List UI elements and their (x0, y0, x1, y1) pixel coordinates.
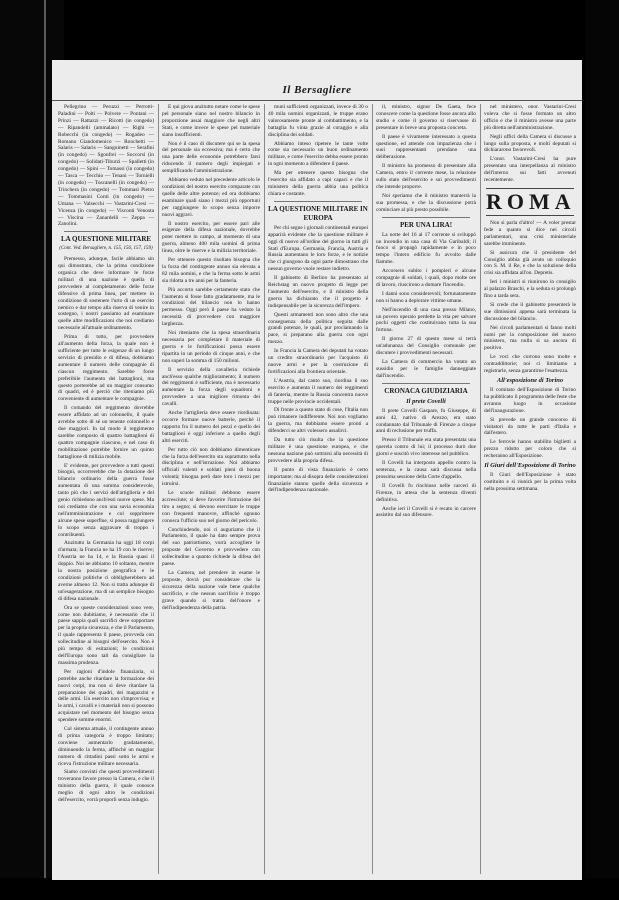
paragraph: Il Giuri dell'Esposizione è stato costituito e si riunirà per la prima volta nella prossima settimana. (484, 472, 576, 492)
paragraph: il, ministro, signor De Gaeta, fece conoscere come la questione fosse ancora allo studio e come il governo si riservasse di presentare in breve una proposta concreta. (376, 104, 476, 131)
paragraph: Col sistema attuale, il contingente annuo di prima categoria è troppo limitato; conviene aumentarlo gradatamente, diminuendo la ferma, affinchè un maggior numero di cittadini passi sotto le armi e riceva l'istruzione militare necessaria. (58, 726, 154, 767)
divider (64, 231, 148, 232)
paragraph: Ieri i ministri si riunirono in consiglio al palazzo Braschi, e la seduta si prolungò fino a tarda sera. (484, 279, 576, 300)
paragraph: Il servizio della cavalleria richiede anch'esso qualche miglioramento; il numero dei reggimenti è sufficiente, ma è necessario aumentare la forza degli squadroni e provvedere a una migliore rimonta dei cavalli. (162, 366, 260, 408)
paragraph: Di fronte a questo stato di cose, l'Italia non può rimanere indifferente. Noi non vogliamo la guerra, ma dobbiamo essere pronti a difenderci se altri volessero assalirci. (268, 407, 368, 435)
paragraph: Accorsero subito i pompieri e alcune compagnie di soldati, i quali, dopo molte ore di lavoro, riuscirono a domare l'incendio. (376, 268, 476, 288)
paragraph: Noi riteniamo che la spesa straordinaria necessaria per completare il materiale di guerra e le fortificazioni possa essere ripartita in un periodo di cinque anni, e che non superi la somma di 150 milioni. (162, 330, 260, 364)
column-3 (268, 104, 368, 874)
column-rule (264, 104, 265, 874)
divider (274, 201, 362, 202)
paragraph: Per ottenere questo risultato bisogna che la forza del contingente annuo sia elevata a 82 mila uomini, e che la ferma sotto le armi sia ridotta a tre anni per la fanteria. (162, 257, 260, 284)
paragraph: Il gabinetto di Berlino ha presentato al Reichstag un nuovo progetto di legge per l'aumento dell'esercito, e il ministro della guerra ha dichiarato che il progetto è indispensabile per la sicurezza dell'impero. (268, 275, 368, 309)
paragraph: Non è il caso di discutere qui se la spesa del personale sia eccessiva; ma è certo che una parte delle economie potrebbero farsi riducendo il numero degli impiegati e semplificando l'amministrazione. (162, 140, 260, 175)
paragraph: Abbiamo veduto nel precedente articolo le condizioni del nostro esercito comparate con quelle delle altre potenze; ed ora dobbiamo esaminare quali siano i mezzi più opportuni per raggiungere lo scopo senza imporre nuovi aggravi. (162, 177, 260, 218)
paragraph: Il paese è vivamente interessato a questa questione, ed attende con impazienza che i suoi rappresentanti prendano una deliberazione. (376, 133, 476, 161)
paragraph: Anche ieri il Covelli si è recato in carcere assistito dal suo difensore. (376, 505, 476, 519)
column-4 (376, 104, 476, 874)
paragraph: Siamo convinti che questi provvedimenti troveranno favore presso la Camera, e che il ministro della guerra, il quale conosce meglio di ogni altro le condizioni dell'esercito, vorrà proporli senza indugio. (58, 769, 154, 804)
paragraph: Il Covelli fu rinchiuso nelle carceri di Firenze, in attesa che la sentenza diventi definitiva. (376, 482, 476, 503)
paragraph: Il punto di vista finanziario è certo importante; ma al disopra delle considerazioni finanziarie stanno quelle della sicurezza e dell'indipendenza nazionale. (268, 466, 368, 494)
header-rule (52, 100, 582, 101)
section-title: ROMA (486, 188, 576, 214)
paragraph: Per tutto ciò non dobbiamo dimenticare che la forza dell'esercito sta soprattutto nella disciplina e nell'istruzione. Noi abbiamo ufficiali valenti e soldati pieni di buona volontà; bisogna però dare loro i mezzi per istruirsi. (162, 446, 260, 488)
paragraph: Il comitato dell'Esposizione di Torino ha pubblicato il programma delle feste che avranno luogo in occasione dell'inaugurazione. (484, 387, 576, 414)
paragraph: I danni sono considerevoli; fortunatamente non si hanno a deplorare vittime umane. (376, 290, 476, 304)
column-rule (372, 104, 373, 874)
paragraph: nel ministero, onor. Vastarini-Cresi voleva che si fosse formato un altro ufficio e che il ministro avesse una parte più diretta nell'amministrazione. (484, 104, 576, 131)
deputies-list: Pellegrino — Peruzzi — Perrotti-Paladini — Polti — Polvere — Pontani — Prinzi — Rattazzi — Ricotti (in congedo) — Ripandelli (ammalato) — Righi — Robecchi (in congedo) — Rogadeo — Romano Giandomenico — Ronchetti — Salaris — Salaris — Sanguinetti — Serafini (in congedo) — Sgonfrei — Soccorsi (in congedo) — Solidati-Tiburzi — Spalletti (in congedo) — Spini — Tomassi (in congedo) — Tasca — Tecchio — Tenani — Tornielli (in congedo) — Toscanelli (in congedo) — Trinchera (in congedo) — Tommasi Pietro — Tommasini Conti (in congedo) — Umana — Valsecchi — Vastarini-Cresi — Vicenza (in congedo) — Visconti Venosta — Viscina — Zanardelli — Zeppa — Zanolini. (58, 104, 154, 228)
column-rule (158, 104, 159, 874)
paragraph: Il giorno 27 di questo mese si terrà un'adunanza del Consiglio comunale per discutere i provvedimenti necessari. (376, 336, 476, 357)
paragraph: Anzitutto la Germania ha oggi 18 corpi d'armata; la Francia ne ha 19 con le riserve; l'Austria ne ha 14, e la Russia quasi il doppio. Noi ne abbiamo 10 soltanto, mentre la nostra posizione geografica e le condizioni politiche ci obbligherebbero ad averne almeno 12. Non si tratta adunque di un'esagerazione, ma di un semplice bisogno di difesa nazionale. (58, 540, 154, 602)
paragraph: Negli uffici della Camera si discusse a lungo sulla proposta, e molti deputati si dichiararono favorevoli. (484, 133, 576, 154)
paragraph: La Camera di commercio ha votato un sussidio per le famiglie danneggiate dall'incendio. (376, 359, 476, 379)
paragraph: Il nostro esercito, per essere pari alle esigenze della difesa nazionale, dovrebbe poter mettere in campo, al momento di una guerra, almeno 400 mila uomini di prima linea, oltre le riserve e la milizia territoriale. (162, 220, 260, 255)
article-subtitle: (Cont. Ved. Bersagliere, n. 155, 156, 157, 159) (59, 246, 153, 252)
paragraph: E qui giova anzitutto notare come le spese pel personale siano nel nostro bilancio in proporzione assai maggiore che negli altri Stati, e come invece le spese pel materiale siano insufficienti. (162, 104, 260, 138)
paragraph: Anche l'artiglieria deve essere riordinata: occorre formare nuove batterie, perchè il rapporto fra il numero dei pezzi e quello dei battaglioni è oggi inferiore a quello degli altri eserciti. (162, 410, 260, 444)
article-heading: LA QUESTIONE MILITARE (60, 235, 152, 244)
paragraph: Più accorto sarebbe certamente stato che l'aumento si fosse fatto gradatamente, ma le condizioni del bilancio non lo hanno permesso. Oggi però il paese ha veduto la necessità di provvedere con maggiore larghezza. (162, 286, 260, 328)
section-heading: CRONACA GIUDIZIARIA (384, 386, 468, 395)
article-subheading: Il prete Covelli (406, 397, 446, 405)
column-rule (480, 104, 481, 874)
column-1 (58, 104, 154, 874)
paragraph: Il Covelli ha interposto appello contro la sentenza, e la causa sarà discussa nella prossima sessione della Corte d'appello. (376, 460, 476, 480)
article-heading: LA QUESTIONE MILITARE IN EUROPA (268, 204, 368, 222)
paragraph: Per chi segue i giornali continentali europei apparirà evidente che la questione militare è oggi di nuovo all'ordine del giorno in tutti gli Stati d'Europa. Germania, Francia, Austria e Russia aumentano le loro forze, e le notizie che ci giungono da ogni parte dimostrano che nessun governo vuole restare indietro. (268, 224, 368, 273)
paragraph: munì sufficienti organizzati, invece di 30 o 40 mila uomini organizzati, le truppe erano valorosamente pronte al combattimento, e la battaglia fu vinta grazie al coraggio e alla disciplina dei soldati. (268, 104, 368, 138)
paragraph: Per ragioni d'indole finanziaria, si potrebbe anche ritardare la formazione dei nuovi corpi, ma non si deve ritardare la preparazione dei quadri, dei magazzini e delle armi. Un esercito non s'improvvisa; e le armi, i cavalli e i materiali non si possono acquistare nel momento del bisogno senza spendere somme enormi. (58, 668, 154, 724)
paragraph: In Francia la Camera dei deputati ha votato un credito straordinario per l'acquisto di nuove armi e per la costruzione di fortificazioni alla frontiera orientale. (268, 348, 368, 375)
column-2 (162, 104, 260, 874)
paragraph: Le ferrovie hanno stabilito biglietti a prezzo ridotto per coloro che si recheranno all'Esposizione. (484, 439, 576, 460)
paragraph: Prima di tutto, per provvedere all'aumento della forza, la quale non è sufficiente per tutte le esigenze di un lungo servizio di presidio e di difesa, dobbiamo aumentare il numero delle compagnie di ciascun reggimento. Sarebbe forse preferibile l'aumento dei battaglioni, ma questo porterebbe ad un maggior consumo di quadri, ed è perciò che riteniamo più conveniente di aumentare le compagnie. (58, 334, 154, 403)
paragraph: L'onor. Vastarini-Cresi ha pure presentato una interpellanza al ministro dell'interno sui fatti avvenuti recentemente. (484, 156, 576, 184)
divider (382, 217, 470, 218)
masthead: Il Bersagliere (282, 84, 352, 96)
paragraph: Si crede che il gabinetto presenterà le sue dimissioni appena sarà terminata la discussione del bilancio. (484, 301, 576, 322)
paragraph: Abbiamo inteso ripetere le tante volte come sia necessario un buon ordinamento militare, e come l'esercito debba essere pronto in ogni momento a difendere il paese. (268, 140, 368, 168)
paragraph: Da tutto ciò risulta che la questione militare è una questione europea, e che nessuna nazione può sottrarsi alla necessità di provvedere alla propria difesa. (268, 437, 368, 464)
article-heading: PER UNA LIRA! (399, 220, 453, 229)
paragraph: Premesso, adunque, facile abbiamo sin qui dimostrato, che la prima condizione organica che deve informare le forze militari di una nazione è quella di provvedere al completamento delle forze difensive di prima linea, per mettere in condizione di sostenere l'urto di un esercito nemico e dar tempo alla riserva di venire in sostegno, i nostri passiamo ad esaminare quelle altre modificazioni che noi crediamo necessarie all'attuale ordinamento. (58, 256, 154, 332)
paragraph: Nei circoli parlamentari si fanno molti nomi per la composizione del nuovo ministero, ma nulla si sa ancora di positivo. (484, 324, 576, 352)
paragraph: Il prete Covelli Gaspare, fu Giuseppe, di anni 42, nativo di Arezzo, era stato condannato dal Tribunale di Firenze a cinque anni di reclusione per truffa. (376, 407, 476, 435)
section-banner (484, 188, 576, 216)
paragraph: Il comando del reggimento dovrebbe essere affidato ad un colonnello, il quale avrebbe sotto di sé un tenente colonnello e due maggiori. In tal modo il reggimento sarebbe composto di quattro battaglioni di quattro compagnie ciascuno, e nel caso di mobilitazione potrebbe fornire un quinto battaglione di milizia mobile. (58, 405, 154, 460)
column-5 (484, 104, 576, 874)
article-subheading: Il Giuri dell'Esposizione di Torino (484, 462, 576, 470)
divider (382, 383, 470, 384)
paragraph: Si assicura che il presidente del Consiglio abbia già avuto un colloquio con S. M. il Re, e che la soluzione della crisi sia affidata all'on. Depretis. (484, 249, 576, 277)
paragraph: Noi speriamo che il ministro manterrà la sua promessa, e che la discussione potrà cominciare al più presto possibile. (376, 192, 476, 213)
paragraph: Conchiudendo, noi ci auguriamo che il Parlamento, il quale ha dato sempre prova del suo patriottismo, vorrà accogliere le proposte del Governo e provvedere con sollecitudine a quanto richiede la difesa del paese. (162, 526, 260, 568)
paragraph: Le scuole militari debbono essere accresciute; si deve favorire l'istruzione del tiro a segno; si devono esercitare le truppe con frequenti manovre, affinchè ognuno conosca l'ufficio suo nel giorno del pericolo. (162, 490, 260, 524)
article-subheading: All'esposizione di Torino (496, 377, 564, 384)
paragraph: Nell'incendio di una casa presso Milano, un povero operaio perdette la vita per salvare pochi oggetti che costituivano tutta la sua fortuna. (376, 306, 476, 334)
paragraph: Questi armamenti non sono altro che una conseguenza della politica seguita dalle grandi potenze, le quali, pur proclamando la pace, si preparano alla guerra con ogni mezzo. (268, 311, 368, 346)
newspaper-page (52, 60, 582, 880)
paragraph: Ma per ottenere questo bisogna che l'esercito sia affidato a capi capaci e che il ministero della guerra abbia una politica chiara e costante. (268, 170, 368, 197)
scanner-bottom-margin (0, 878, 619, 900)
scanner-right-margin (585, 0, 619, 900)
left-edge-rule (44, 0, 46, 900)
paragraph: La notte del 16 al 17 corrente si sviluppò un incendio in una casa di Via Garibaldi; il fuoco si propagò rapidamente e in poco tempo l'intero edificio fu avvolto dalle fiamme. (376, 231, 476, 266)
paragraph: Non si parla d'altro! — A voler prestar fede a quanto si dice nei circoli parlamentari, una crisi ministeriale sarebbe imminente. (484, 219, 576, 247)
paragraph: Presso il Tribunale era stata presentata una querela contro di lui; il processo durò due giorni e suscitò vivo interesse nel pubblico. (376, 437, 476, 458)
paragraph: Si prevede un grande concorso di visitatori da tutte le parti d'Italia e dall'estero. (484, 416, 576, 437)
paragraph: Il ministro ha promesso di presentare alla Camera, entro il corrente mese, la relazione sullo stato dell'esercito e sui provvedimenti che intende proporre. (376, 163, 476, 190)
paragraph: Ora se queste considerazioni sono vere, come non dubitiamo, è necessario che il paese sappia quali sacrifici deve sopportare per la propria sicurezza, e che il Parlamento, il quale rappresenta il paese, provveda con sollecitudine ai bisogni dell'esercito. Non è più tempo di esitazioni; le condizioni dell'Europa sono tali da consigliare la massima prudenza. (58, 604, 154, 666)
paragraph: Le voci che corrono sono molte e contraddittorie; noi ci limitiamo a registrarle, senza garantirne l'esattezza. (484, 354, 576, 375)
paragraph: L'Austria, dal canto suo, riordina il suo esercito e aumenta il numero dei reggimenti di fanteria, mentre la Russia concentra nuove truppe nelle provincie occidentali. (268, 377, 368, 405)
paragraph: E' evidente, per provvedere a tutti questi bisogni, occorrerebbe che la dotazione del bilancio ordinario della guerra fosse aumentata di una somma considerevole, tanto più che i servizi dell'artiglieria e del genio richiedono anch'essi nuove spese. Ma noi crediamo che con una savia economia nell'amministrazione e col sopprimere alcune spese superflue, si possa raggiungere lo scopo senza aggravare di troppo i contribuenti. (58, 462, 154, 538)
paragraph: La Camera, nel prendere in esame le proposte, dovrà pur considerare che la sicurezza della nazione vale bene qualche sacrificio, e che nessun sacrificio è troppo grave quando si tratta dell'onore e dell'indipendenza della patria. (162, 570, 260, 611)
